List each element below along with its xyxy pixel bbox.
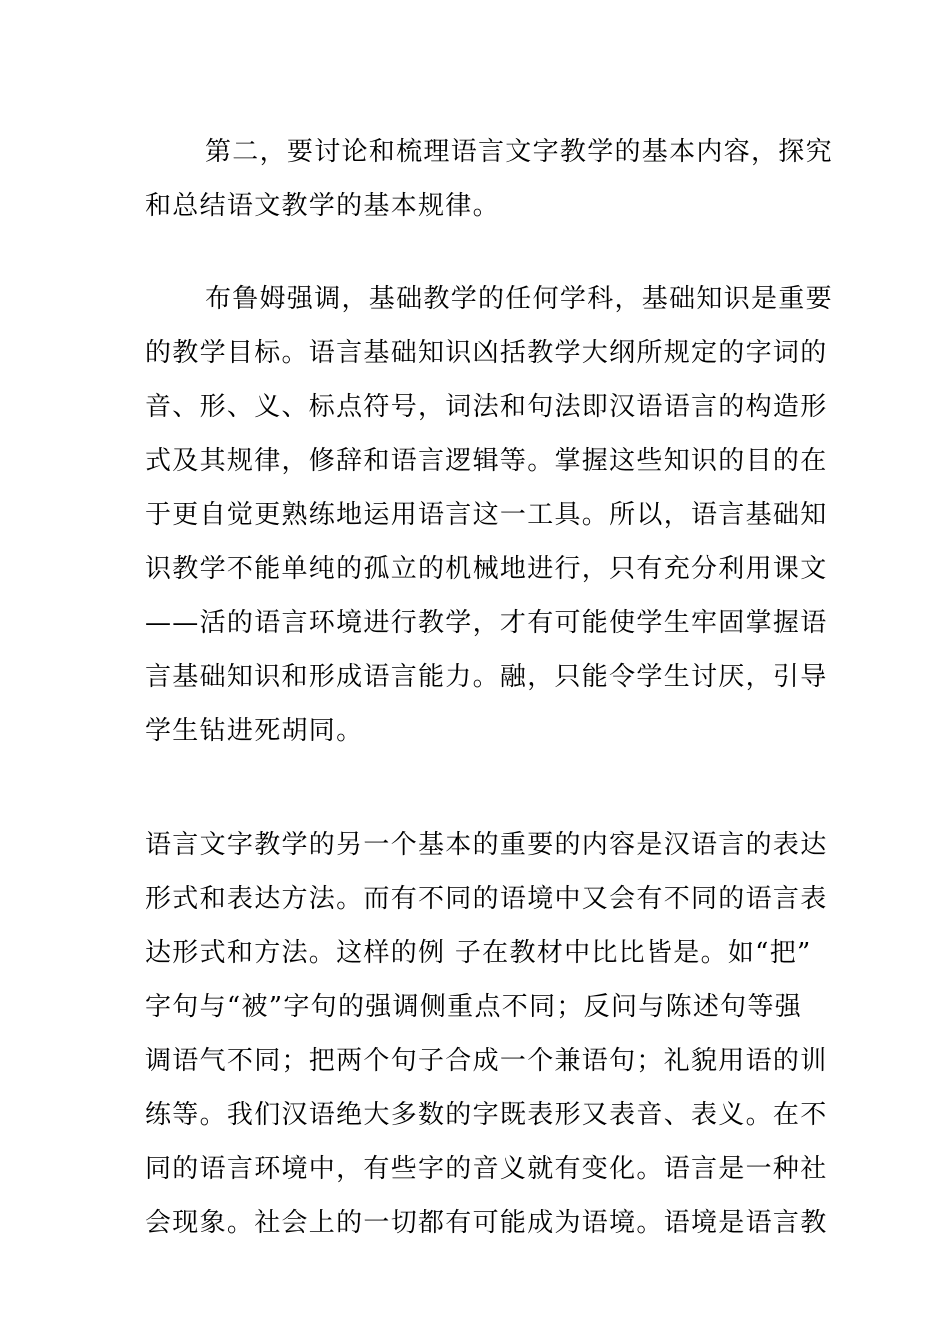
paragraph-2-line-8: 言基础知识和形成语言能力。融，只能令学生讨厌，引导 xyxy=(145,662,828,692)
paragraph-2-line-3: 音、形、义、标点符号，词法和句法即汉语语言的构造形 xyxy=(145,392,828,422)
paragraph-2-line-4: 式及其规律，修辞和语言逻辑等。掌握这些知识的目的在 xyxy=(145,446,828,476)
paragraph-2-line-5: 于更自觉更熟练地运用语言这一工具。所以，语言基础知 xyxy=(145,500,828,530)
paragraph-1-line-2: 和总结语文教学的基本规律。 xyxy=(145,191,500,221)
paragraph-3-line-8: 会现象。社会上的一切都有可能成为语境。语境是语言教 xyxy=(145,1208,828,1238)
paragraph-3-line-6: 练等。我们汉语绝大多数的字既表形又表音、表义。在不 xyxy=(145,1100,828,1130)
paragraph-3-line-5: 调语气不同；把两个句子合成一个兼语句；礼貌用语的训 xyxy=(145,1046,828,1076)
paragraph-2-line-1: 布鲁姆强调，基础教学的任何学科，基础知识是重要 xyxy=(205,284,833,314)
paragraph-2-line-7: ——活的语言环境进行教学，才有可能使学生牢固掌握语 xyxy=(145,608,828,638)
paragraph-3-line-4: 字句与“被”字句的强调侧重点不同；反问与陈述句等强 xyxy=(145,992,803,1022)
paragraph-3 xyxy=(145,818,828,1250)
paragraph-1 xyxy=(145,125,833,233)
paragraph-3-line-1: 语言文字教学的另一个基本的重要的内容是汉语言的表达 xyxy=(145,830,828,860)
paragraph-2 xyxy=(145,272,833,758)
paragraph-3-line-7: 同的语言环境中，有些字的音义就有变化。语言是一种社 xyxy=(145,1154,828,1184)
paragraph-2-line-2: 的教学目标。语言基础知识凶括教学大纲所规定的字词的 xyxy=(145,338,828,368)
paragraph-2-line-9: 学生钻进死胡同。 xyxy=(145,716,364,746)
paragraph-3-line-3: 达形式和方法。这样的例 子在教材中比比皆是。如“把” xyxy=(145,938,812,968)
paragraph-2-line-6: 识教学不能单纯的孤立的机械地进行，只有充分利用课文 xyxy=(145,554,828,584)
paragraph-3-line-2: 形式和表达方法。而有不同的语境中又会有不同的语言表 xyxy=(145,884,828,914)
paragraph-1-line-1: 第二，要讨论和梳理语言文字教学的基本内容，探究 xyxy=(205,137,833,167)
